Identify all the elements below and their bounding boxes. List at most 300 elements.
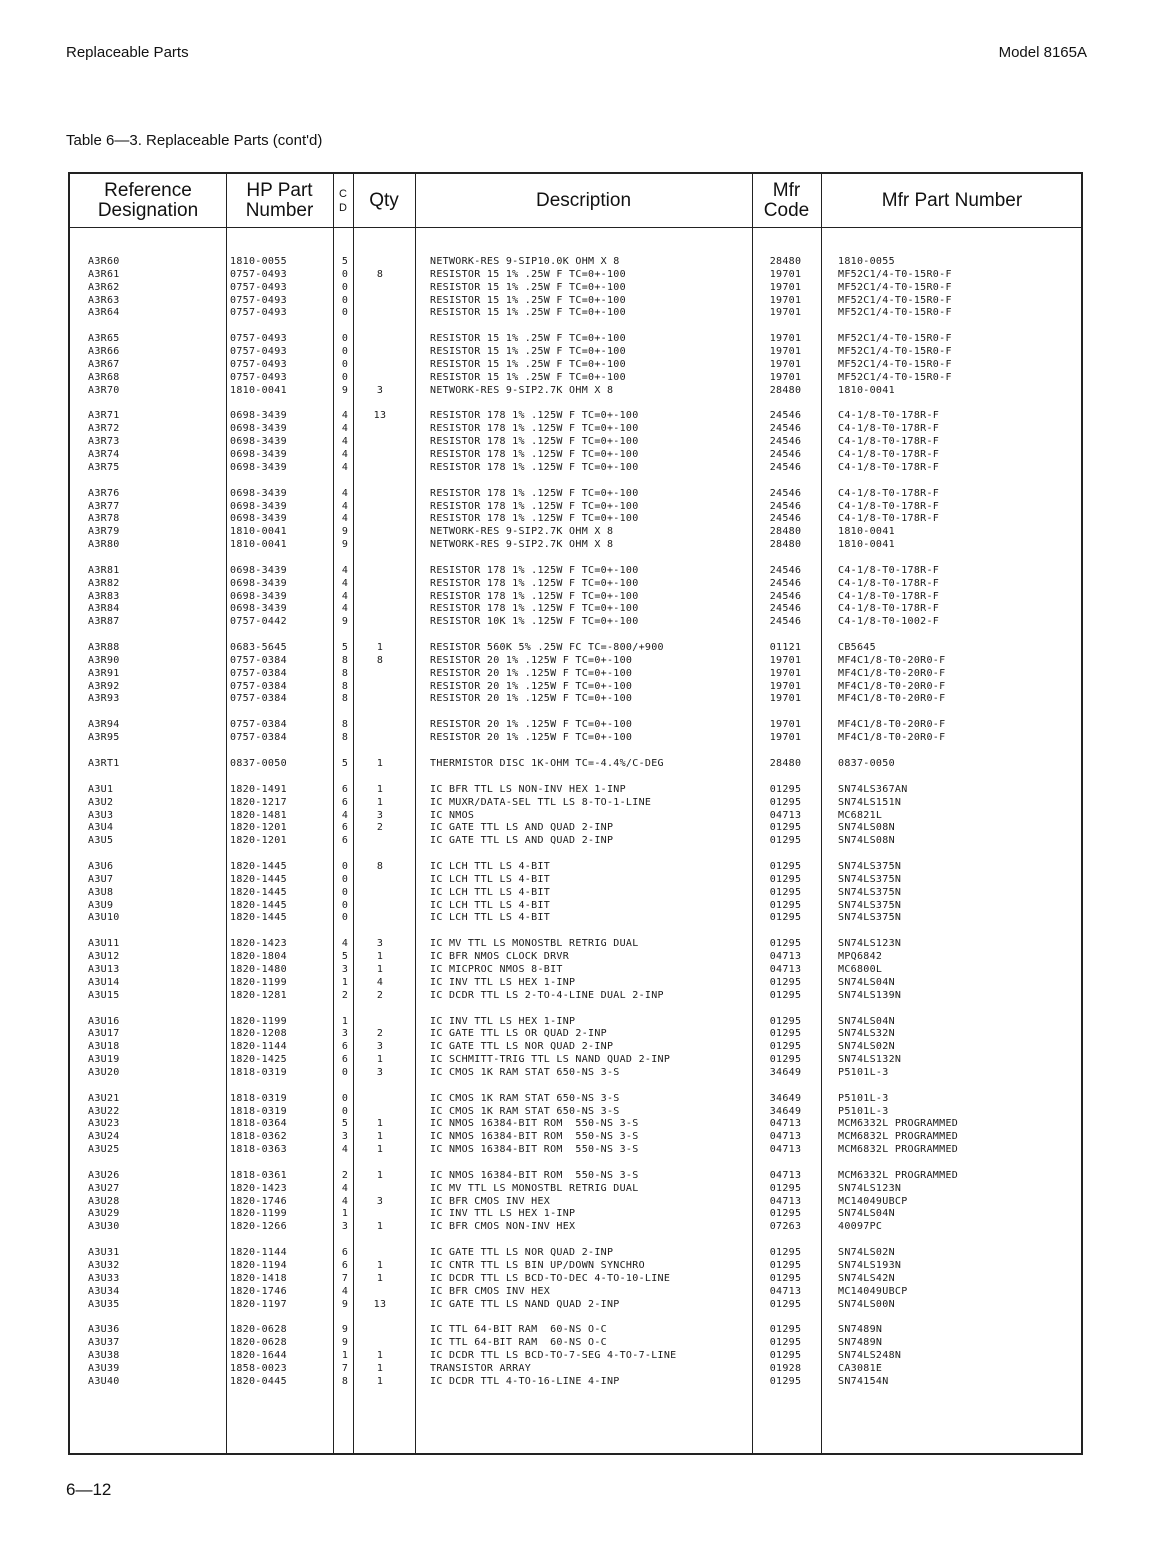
row-group — [70, 488, 1081, 552]
cell-qty: 1 — [376, 642, 384, 654]
cell-qty: 4 — [376, 976, 384, 988]
cell-mfr-code: 04713 — [769, 809, 802, 821]
cell-hp-part-number: 1820-1746 — [230, 1285, 287, 1297]
cell-mfr-code: 28480 — [769, 758, 802, 769]
cell-mfr-code: 19701 — [769, 693, 802, 705]
cell-reference-designation: A3U30 — [88, 1221, 120, 1233]
cell-cd: 6 — [341, 822, 349, 834]
cell-cd: 6 — [341, 1260, 349, 1271]
cell-cd: 4 — [341, 436, 349, 448]
cell-reference-designation: A3R94 — [88, 719, 120, 731]
cell-reference-designation: A3R88 — [88, 642, 120, 654]
cell-cd: 2 — [341, 989, 349, 1001]
cell-cd: 5 — [341, 256, 349, 267]
cell-cd: 9 — [341, 1298, 349, 1310]
row-group — [70, 1093, 1081, 1157]
cell-reference-designation: A3U5 — [88, 835, 114, 847]
cell-cd: 8 — [341, 654, 349, 666]
table-row — [70, 642, 1081, 655]
cell-cd: 2 — [341, 1169, 349, 1181]
cell-cd: 4 — [341, 513, 349, 525]
cell-hp-part-number: 1820-1197 — [230, 1298, 287, 1310]
cell-description: IC BFR CMOS INV HEX — [430, 1285, 551, 1297]
cell-reference-designation: A3U40 — [88, 1375, 120, 1387]
table-caption: Table 6—3. Replaceable Parts (cont'd) — [66, 132, 323, 149]
cell-reference-designation: A3U24 — [88, 1131, 120, 1143]
cell-cd: 0 — [341, 333, 349, 345]
table-row — [70, 1016, 1081, 1029]
cell-cd: 5 — [341, 758, 349, 769]
cell-hp-part-number: 1818-0361 — [230, 1169, 287, 1181]
cell-qty: 13 — [373, 410, 387, 422]
row-group — [70, 758, 1081, 771]
cell-mfr-code: 19701 — [769, 333, 802, 345]
cell-mfr-part-number: MC14049UBCP — [838, 1195, 908, 1207]
cell-mfr-code: 01295 — [769, 989, 802, 1001]
cell-reference-designation: A3R72 — [88, 423, 120, 435]
cell-description: IC MUXR/DATA-SEL TTL LS 8-TO-1-LINE — [430, 796, 652, 808]
cell-hp-part-number: 1820-1480 — [230, 963, 287, 975]
row-group — [70, 719, 1081, 745]
cell-cd: 9 — [341, 539, 349, 551]
cell-mfr-code: 01295 — [769, 1337, 802, 1349]
cell-cd: 4 — [341, 590, 349, 602]
cell-hp-part-number: 0757-0493 — [230, 268, 287, 280]
table-row — [70, 282, 1081, 295]
cell-mfr-part-number: SN74LS375N — [838, 899, 902, 911]
cell-description: RESISTOR 178 1% .125W F TC=0+-100 — [430, 577, 639, 589]
cell-mfr-part-number: SN74LS367AN — [838, 783, 908, 795]
cell-description: RESISTOR 178 1% .125W F TC=0+-100 — [430, 461, 639, 473]
cell-cd: 4 — [341, 410, 349, 422]
cell-qty: 3 — [376, 1041, 384, 1053]
header-reference-designation: Reference Designation — [97, 179, 199, 221]
cell-cd: 4 — [341, 1182, 349, 1194]
cell-hp-part-number: 1820-1144 — [230, 1041, 287, 1053]
cell-description: IC LCH TTL LS 4-BIT — [430, 912, 551, 924]
cell-mfr-part-number: C4-1/8-T0-178R-F — [838, 590, 940, 602]
cell-hp-part-number: 0757-0384 — [230, 680, 287, 692]
cell-cd: 8 — [341, 1375, 349, 1387]
cell-mfr-code: 28480 — [769, 526, 802, 538]
cell-hp-part-number: 1810-0041 — [230, 526, 287, 538]
table-row — [70, 603, 1081, 616]
cell-mfr-part-number: SN74LS123N — [838, 938, 902, 950]
cell-hp-part-number: 1820-1199 — [230, 976, 287, 988]
cell-description: IC BFR TTL LS NON-INV HEX 1-INP — [430, 783, 626, 795]
cell-reference-designation: A3U13 — [88, 963, 120, 975]
table-row — [70, 539, 1081, 552]
cell-mfr-code: 01295 — [769, 1350, 802, 1362]
cell-description: RESISTOR 15 1% .25W F TC=0+-100 — [430, 333, 626, 345]
cell-hp-part-number: 0698-3439 — [230, 436, 287, 448]
cell-cd: 6 — [341, 835, 349, 847]
table-row — [70, 964, 1081, 977]
cell-mfr-code: 01295 — [769, 1375, 802, 1387]
cell-description: IC MICPROC NMOS 8-BIT — [430, 963, 563, 975]
page-number: 6—12 — [66, 1480, 112, 1499]
cell-cd: 6 — [341, 1041, 349, 1053]
table-row — [70, 835, 1081, 848]
cell-description: IC CMOS 1K RAM STAT 650-NS 3-S — [430, 1066, 620, 1078]
cell-hp-part-number: 0757-0493 — [230, 371, 287, 383]
cell-hp-part-number: 0698-3439 — [230, 590, 287, 602]
cell-hp-part-number: 1820-0445 — [230, 1375, 287, 1387]
table-row — [70, 1028, 1081, 1041]
cell-mfr-code: 01295 — [769, 835, 802, 847]
cell-reference-designation: A3R83 — [88, 590, 120, 602]
cell-reference-designation: A3R84 — [88, 603, 120, 615]
cell-hp-part-number: 1820-1194 — [230, 1260, 287, 1271]
cell-mfr-code: 34649 — [769, 1105, 802, 1117]
row-group — [70, 410, 1081, 474]
cell-hp-part-number: 0698-3439 — [230, 448, 287, 460]
cell-mfr-part-number: C4-1/8-T0-178R-F — [838, 564, 940, 576]
cell-cd: 9 — [341, 384, 349, 396]
cell-mfr-code: 19701 — [769, 346, 802, 358]
cell-reference-designation: A3U37 — [88, 1337, 120, 1349]
cell-mfr-part-number: CB5645 — [838, 642, 876, 654]
cell-cd: 0 — [341, 1105, 349, 1117]
cell-mfr-part-number: SN74LS42N — [838, 1272, 895, 1284]
table-row — [70, 938, 1081, 951]
cell-reference-designation: A3R66 — [88, 346, 120, 358]
cell-hp-part-number: 0698-3439 — [230, 410, 287, 422]
cell-mfr-part-number: C4-1/8-T0-178R-F — [838, 423, 940, 435]
cell-hp-part-number: 1818-0362 — [230, 1131, 287, 1143]
cell-hp-part-number: 0757-0493 — [230, 346, 287, 358]
table-row — [70, 1106, 1081, 1119]
cell-mfr-part-number: MF52C1/4-T0-15R0-F — [838, 346, 952, 358]
cell-mfr-code: 04713 — [769, 1118, 802, 1130]
cell-cd: 8 — [341, 680, 349, 692]
table-row — [70, 372, 1081, 385]
cell-hp-part-number: 1820-0628 — [230, 1324, 287, 1336]
cell-mfr-part-number: C4-1/8-T0-178R-F — [838, 500, 940, 512]
cell-hp-part-number: 1820-1199 — [230, 1015, 287, 1027]
cell-hp-part-number: 1820-1208 — [230, 1028, 287, 1040]
cell-reference-designation: A3R93 — [88, 693, 120, 705]
cell-qty: 3 — [376, 938, 384, 950]
cell-mfr-part-number: MCM6332L PROGRAMMED — [838, 1169, 959, 1181]
cell-hp-part-number: 1820-1425 — [230, 1054, 287, 1066]
cell-qty: 1 — [376, 951, 384, 963]
cell-cd: 9 — [341, 526, 349, 538]
table-row — [70, 1247, 1081, 1260]
table-row — [70, 990, 1081, 1003]
cell-cd: 5 — [341, 951, 349, 963]
cell-cd: 3 — [341, 1221, 349, 1233]
table-row — [70, 1093, 1081, 1106]
cell-mfr-code: 24546 — [769, 590, 802, 602]
table-row — [70, 1376, 1081, 1389]
table-row — [70, 810, 1081, 823]
cell-hp-part-number: 1820-1481 — [230, 809, 287, 821]
cell-mfr-part-number: SN74LS139N — [838, 989, 902, 1001]
table-row — [70, 1221, 1081, 1234]
cell-cd: 0 — [341, 268, 349, 280]
cell-cd: 0 — [341, 873, 349, 885]
cell-mfr-part-number: SN74LS375N — [838, 912, 902, 924]
cell-reference-designation: A3R63 — [88, 294, 120, 306]
cell-reference-designation: A3R75 — [88, 461, 120, 473]
cell-qty: 3 — [376, 809, 384, 821]
cell-qty: 8 — [376, 654, 384, 666]
cell-reference-designation: A3U22 — [88, 1105, 120, 1117]
cell-description: NETWORK-RES 9-SIP2.7K OHM X 8 — [430, 526, 614, 538]
cell-hp-part-number: 1820-1423 — [230, 1182, 287, 1194]
table-row — [70, 861, 1081, 874]
cell-cd: 6 — [341, 1054, 349, 1066]
cell-cd: 4 — [341, 938, 349, 950]
cell-mfr-code: 24546 — [769, 500, 802, 512]
cell-mfr-code: 19701 — [769, 294, 802, 306]
cell-description: RESISTOR 15 1% .25W F TC=0+-100 — [430, 281, 626, 293]
table-row — [70, 488, 1081, 501]
cell-mfr-part-number: MF52C1/4-T0-15R0-F — [838, 358, 952, 370]
cell-mfr-part-number: MPQ6842 — [838, 951, 883, 963]
cell-mfr-part-number: SN74LS193N — [838, 1260, 902, 1271]
cell-mfr-part-number: SN74LS02N — [838, 1041, 895, 1053]
cell-hp-part-number: 1820-1217 — [230, 796, 287, 808]
cell-description: RESISTOR 15 1% .25W F TC=0+-100 — [430, 268, 626, 280]
cell-cd: 3 — [341, 963, 349, 975]
cell-hp-part-number: 0683-5645 — [230, 642, 287, 654]
cell-mfr-code: 04713 — [769, 1144, 802, 1156]
cell-description: IC NMOS 16384-BIT ROM 550-NS 3-S — [430, 1169, 639, 1181]
cell-cd: 3 — [341, 1131, 349, 1143]
cell-hp-part-number: 1820-0628 — [230, 1337, 287, 1349]
cell-cd: 8 — [341, 667, 349, 679]
table-row — [70, 565, 1081, 578]
cell-reference-designation: A3R70 — [88, 384, 120, 396]
cell-mfr-code: 19701 — [769, 667, 802, 679]
cell-mfr-part-number: SN74LS375N — [838, 861, 902, 873]
cell-hp-part-number: 1820-1644 — [230, 1350, 287, 1362]
row-group — [70, 1324, 1081, 1388]
cell-mfr-code: 01295 — [769, 1028, 802, 1040]
cell-mfr-code: 01121 — [769, 642, 802, 654]
cell-description: IC BFR NMOS CLOCK DRVR — [430, 951, 570, 963]
cell-description: RESISTOR 560K 5% .25W FC TC=-800/+900 — [430, 642, 664, 654]
cell-mfr-part-number: 1810-0041 — [838, 384, 895, 396]
cell-hp-part-number: 1818-0363 — [230, 1144, 287, 1156]
cell-qty: 1 — [376, 1144, 384, 1156]
cell-hp-part-number: 0757-0384 — [230, 654, 287, 666]
table-row — [70, 307, 1081, 320]
cell-mfr-part-number: SN74LS32N — [838, 1028, 895, 1040]
cell-mfr-code: 19701 — [769, 371, 802, 383]
cell-hp-part-number: 0757-0493 — [230, 294, 287, 306]
table-row — [70, 513, 1081, 526]
cell-mfr-part-number: SN74LS04N — [838, 976, 895, 988]
cell-reference-designation: A3R62 — [88, 281, 120, 293]
cell-reference-designation: A3R74 — [88, 448, 120, 460]
cell-reference-designation: A3U36 — [88, 1324, 120, 1336]
cell-qty: 1 — [376, 1169, 384, 1181]
cell-hp-part-number: 1820-1804 — [230, 951, 287, 963]
table-row — [70, 436, 1081, 449]
cell-cd: 0 — [341, 1066, 349, 1078]
cell-qty: 3 — [376, 1066, 384, 1078]
table-row — [70, 900, 1081, 913]
cell-mfr-code: 01295 — [769, 1298, 802, 1310]
cell-mfr-part-number: MCM6832L PROGRAMMED — [838, 1144, 959, 1156]
cell-reference-designation: A3R60 — [88, 256, 120, 267]
cell-qty: 8 — [376, 268, 384, 280]
cell-hp-part-number: 1818-0364 — [230, 1118, 287, 1130]
cell-hp-part-number: 1820-1445 — [230, 861, 287, 873]
cell-mfr-part-number: MF52C1/4-T0-15R0-F — [838, 307, 952, 319]
cell-mfr-part-number: MF52C1/4-T0-15R0-F — [838, 281, 952, 293]
cell-hp-part-number: 0757-0384 — [230, 693, 287, 705]
cell-mfr-code: 01295 — [769, 1324, 802, 1336]
cell-mfr-code: 24546 — [769, 577, 802, 589]
table-row — [70, 758, 1081, 771]
cell-description: IC GATE TTL LS AND QUAD 2-INP — [430, 822, 614, 834]
cell-reference-designation: A3R78 — [88, 513, 120, 525]
cell-hp-part-number: 1820-1423 — [230, 938, 287, 950]
cell-mfr-part-number: MF4C1/8-T0-20R0-F — [838, 667, 946, 679]
cell-description: RESISTOR 15 1% .25W F TC=0+-100 — [430, 346, 626, 358]
cell-hp-part-number: 0757-0493 — [230, 358, 287, 370]
cell-hp-part-number: 1810-0055 — [230, 256, 287, 267]
cell-reference-designation: A3R64 — [88, 307, 120, 319]
header-mfr-part-number: Mfr Part Number — [881, 189, 1023, 211]
table-row — [70, 1286, 1081, 1299]
table-row — [70, 526, 1081, 539]
cell-description: RESISTOR 178 1% .125W F TC=0+-100 — [430, 448, 639, 460]
header-divider — [70, 227, 1081, 228]
cell-hp-part-number: 0757-0493 — [230, 281, 287, 293]
cell-mfr-part-number: SN74LS08N — [838, 822, 895, 834]
cell-reference-designation: A3U10 — [88, 912, 120, 924]
table-row — [70, 591, 1081, 604]
cell-cd: 1 — [341, 976, 349, 988]
cell-description: RESISTOR 178 1% .125W F TC=0+-100 — [430, 410, 639, 422]
cell-mfr-code: 24546 — [769, 487, 802, 499]
cell-reference-designation: A3R68 — [88, 371, 120, 383]
cell-mfr-part-number: C4-1/8-T0-178R-F — [838, 603, 940, 615]
cell-reference-designation: A3RT1 — [88, 758, 120, 769]
cell-mfr-part-number: SN74LS04N — [838, 1015, 895, 1027]
cell-mfr-part-number: MC14049UBCP — [838, 1285, 908, 1297]
cell-reference-designation: A3R61 — [88, 268, 120, 280]
cell-cd: 8 — [341, 693, 349, 705]
cell-reference-designation: A3R81 — [88, 564, 120, 576]
cell-cd: 6 — [341, 1247, 349, 1259]
cell-hp-part-number: 0757-0384 — [230, 719, 287, 731]
cell-hp-part-number: 0698-3439 — [230, 461, 287, 473]
cell-cd: 4 — [341, 1144, 349, 1156]
cell-mfr-code: 24546 — [769, 448, 802, 460]
cell-mfr-code: 01295 — [769, 1272, 802, 1284]
cell-description: RESISTOR 178 1% .125W F TC=0+-100 — [430, 603, 639, 615]
cell-mfr-code: 19701 — [769, 719, 802, 731]
cell-mfr-part-number: SN74LS375N — [838, 873, 902, 885]
cell-mfr-code: 01928 — [769, 1362, 802, 1374]
cell-description: IC DCDR TTL 4-TO-16-LINE 4-INP — [430, 1375, 620, 1387]
cell-mfr-part-number: MF52C1/4-T0-15R0-F — [838, 268, 952, 280]
cell-hp-part-number: 1820-1445 — [230, 899, 287, 911]
cell-mfr-part-number: MF4C1/8-T0-20R0-F — [838, 719, 946, 731]
cell-hp-part-number: 1820-1266 — [230, 1221, 287, 1233]
cell-description: IC NMOS 16384-BIT ROM 550-NS 3-S — [430, 1144, 639, 1156]
cell-description: IC GATE TTL LS NAND QUAD 2-INP — [430, 1298, 620, 1310]
cell-description: RESISTOR 15 1% .25W F TC=0+-100 — [430, 371, 626, 383]
cell-description: RESISTOR 178 1% .125W F TC=0+-100 — [430, 487, 639, 499]
cell-description: RESISTOR 20 1% .125W F TC=0+-100 — [430, 654, 633, 666]
cell-reference-designation: A3U2 — [88, 796, 114, 808]
table-row — [70, 462, 1081, 475]
cell-mfr-part-number: SN74LS151N — [838, 796, 902, 808]
cell-qty: 1 — [376, 1362, 384, 1374]
running-header-right: Model 8165A — [998, 44, 1087, 61]
cell-qty: 1 — [376, 783, 384, 795]
table-row — [70, 578, 1081, 591]
cell-cd: 0 — [341, 886, 349, 898]
cell-cd: 4 — [341, 461, 349, 473]
cell-mfr-code: 01295 — [769, 1054, 802, 1066]
cell-mfr-part-number: SN74LS375N — [838, 886, 902, 898]
row-group — [70, 784, 1081, 848]
cell-hp-part-number: 0837-0050 — [230, 758, 287, 769]
cell-reference-designation: A3R91 — [88, 667, 120, 679]
table-row — [70, 655, 1081, 668]
parts-table — [68, 172, 1083, 1455]
cell-cd: 0 — [341, 1092, 349, 1104]
table-row — [70, 681, 1081, 694]
cell-cd: 7 — [341, 1362, 349, 1374]
cell-hp-part-number: 0698-3439 — [230, 513, 287, 525]
cell-description: IC LCH TTL LS 4-BIT — [430, 899, 551, 911]
cell-mfr-part-number: MCM6832L PROGRAMMED — [838, 1131, 959, 1143]
cell-cd: 6 — [341, 796, 349, 808]
cell-reference-designation: A3U4 — [88, 822, 114, 834]
table-row — [70, 1041, 1081, 1054]
table-row — [70, 1183, 1081, 1196]
cell-reference-designation: A3R71 — [88, 410, 120, 422]
cell-description: IC NMOS 16384-BIT ROM 550-NS 3-S — [430, 1131, 639, 1143]
table-row — [70, 616, 1081, 629]
cell-mfr-part-number: P5101L-3 — [838, 1105, 889, 1117]
cell-cd: 4 — [341, 1195, 349, 1207]
cell-mfr-code: 19701 — [769, 358, 802, 370]
table-row — [70, 784, 1081, 797]
cell-cd: 0 — [341, 358, 349, 370]
cell-description: IC GATE TTL LS NOR QUAD 2-INP — [430, 1247, 614, 1259]
cell-reference-designation: A3R95 — [88, 732, 120, 744]
cell-description: IC INV TTL LS HEX 1-INP — [430, 976, 576, 988]
cell-mfr-part-number: SN74154N — [838, 1375, 889, 1387]
cell-mfr-part-number: MF52C1/4-T0-15R0-F — [838, 333, 952, 345]
row-group — [70, 1170, 1081, 1234]
cell-mfr-part-number: SN74LS08N — [838, 835, 895, 847]
cell-mfr-code: 04713 — [769, 963, 802, 975]
table-row — [70, 1273, 1081, 1286]
cell-mfr-part-number: C4-1/8-T0-178R-F — [838, 577, 940, 589]
cell-mfr-code: 01295 — [769, 1041, 802, 1053]
cell-qty: 2 — [376, 989, 384, 1001]
cell-mfr-code: 34649 — [769, 1092, 802, 1104]
cell-cd: 3 — [341, 1028, 349, 1040]
cell-mfr-code: 07263 — [769, 1221, 802, 1233]
cell-mfr-part-number: P5101L-3 — [838, 1066, 889, 1078]
table-row — [70, 359, 1081, 372]
cell-reference-designation: A3U3 — [88, 809, 114, 821]
cell-mfr-part-number: MF4C1/8-T0-20R0-F — [838, 654, 946, 666]
cell-mfr-code: 24546 — [769, 603, 802, 615]
